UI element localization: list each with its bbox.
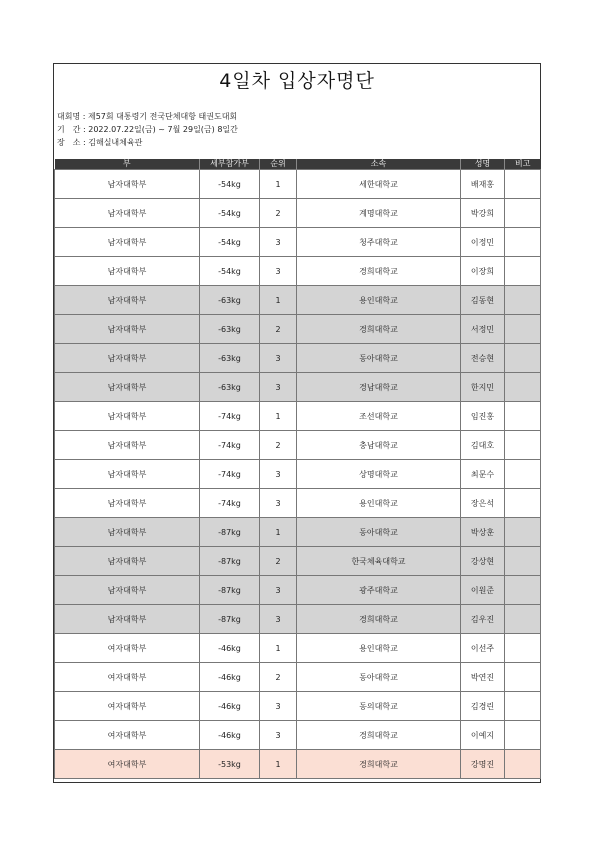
cell-division: 남자대학부 <box>55 518 200 547</box>
cell-name: 전승현 <box>461 344 505 373</box>
winners-table <box>54 159 541 779</box>
table-row <box>55 721 541 750</box>
cell-name: 이장희 <box>461 257 505 286</box>
table-row <box>55 518 541 547</box>
table-row <box>55 315 541 344</box>
page-title: 4일차 입상자명단 <box>219 70 375 92</box>
cell-note <box>505 170 541 199</box>
cell-name: 임진홍 <box>461 402 505 431</box>
cell-weight-class: -53kg <box>200 750 260 779</box>
table-row <box>55 663 541 692</box>
table-row <box>55 257 541 286</box>
cell-school: 동아대학교 <box>297 344 461 373</box>
cell-weight-class: -54kg <box>200 199 260 228</box>
cell-rank: 1 <box>260 518 297 547</box>
info-value: : 김해실내체육관 <box>80 138 143 147</box>
cell-note <box>505 460 541 489</box>
cell-rank: 2 <box>260 315 297 344</box>
cell-division: 남자대학부 <box>55 547 200 576</box>
cell-rank: 3 <box>260 576 297 605</box>
cell-name: 박강희 <box>461 199 505 228</box>
cell-school: 용인대학교 <box>297 489 461 518</box>
info-period <box>57 124 238 135</box>
cell-division: 남자대학부 <box>55 228 200 257</box>
cell-rank: 3 <box>260 228 297 257</box>
cell-rank: 3 <box>260 344 297 373</box>
cell-weight-class: -54kg <box>200 170 260 199</box>
col-header-rank: 순위 <box>260 159 297 170</box>
cell-name: 김동현 <box>461 286 505 315</box>
cell-school: 상명대학교 <box>297 460 461 489</box>
cell-school: 동아대학교 <box>297 663 461 692</box>
cell-rank: 2 <box>260 663 297 692</box>
table-row <box>55 750 541 779</box>
cell-school: 경희대학교 <box>297 721 461 750</box>
cell-division: 남자대학부 <box>55 605 200 634</box>
cell-note <box>505 663 541 692</box>
cell-division: 남자대학부 <box>55 460 200 489</box>
cell-note <box>505 489 541 518</box>
table-row <box>55 373 541 402</box>
cell-school: 계명대학교 <box>297 199 461 228</box>
cell-weight-class: -63kg <box>200 373 260 402</box>
cell-rank: 3 <box>260 605 297 634</box>
cell-name: 강상현 <box>461 547 505 576</box>
cell-school: 용인대학교 <box>297 286 461 315</box>
cell-rank: 3 <box>260 489 297 518</box>
cell-division: 남자대학부 <box>55 576 200 605</box>
cell-name: 이정민 <box>461 228 505 257</box>
cell-name: 이선주 <box>461 634 505 663</box>
table-row <box>55 344 541 373</box>
cell-note <box>505 228 541 257</box>
cell-school: 광주대학교 <box>297 576 461 605</box>
col-header-name: 성명 <box>461 159 505 170</box>
cell-weight-class: -63kg <box>200 344 260 373</box>
cell-division: 여자대학부 <box>55 663 200 692</box>
results-sheet <box>53 63 541 783</box>
cell-weight-class: -87kg <box>200 547 260 576</box>
info-label: 대회명 <box>57 112 81 121</box>
cell-weight-class: -63kg <box>200 286 260 315</box>
cell-rank: 1 <box>260 750 297 779</box>
cell-name: 김경린 <box>461 692 505 721</box>
cell-division: 남자대학부 <box>55 315 200 344</box>
cell-rank: 3 <box>260 257 297 286</box>
cell-division: 남자대학부 <box>55 344 200 373</box>
cell-note <box>505 692 541 721</box>
cell-school: 동아대학교 <box>297 518 461 547</box>
cell-note <box>505 605 541 634</box>
cell-weight-class: -46kg <box>200 634 260 663</box>
table-body <box>55 170 541 779</box>
cell-note <box>505 402 541 431</box>
cell-name: 박상훈 <box>461 518 505 547</box>
cell-division: 남자대학부 <box>55 373 200 402</box>
cell-weight-class: -54kg <box>200 228 260 257</box>
cell-division: 남자대학부 <box>55 286 200 315</box>
table-row <box>55 170 541 199</box>
cell-name: 장은석 <box>461 489 505 518</box>
cell-rank: 2 <box>260 199 297 228</box>
table-row <box>55 228 541 257</box>
cell-weight-class: -74kg <box>200 402 260 431</box>
table-row <box>55 692 541 721</box>
cell-division: 남자대학부 <box>55 257 200 286</box>
cell-division: 여자대학부 <box>55 692 200 721</box>
cell-division: 남자대학부 <box>55 402 200 431</box>
cell-rank: 1 <box>260 286 297 315</box>
cell-rank: 2 <box>260 547 297 576</box>
cell-weight-class: -63kg <box>200 315 260 344</box>
cell-weight-class: -87kg <box>200 518 260 547</box>
cell-note <box>505 286 541 315</box>
cell-weight-class: -87kg <box>200 605 260 634</box>
cell-school: 경희대학교 <box>297 315 461 344</box>
cell-division: 여자대학부 <box>55 634 200 663</box>
cell-school: 경희대학교 <box>297 257 461 286</box>
cell-weight-class: -87kg <box>200 576 260 605</box>
table-row <box>55 431 541 460</box>
cell-name: 서정민 <box>461 315 505 344</box>
cell-school: 경희대학교 <box>297 750 461 779</box>
cell-weight-class: -74kg <box>200 489 260 518</box>
cell-name: 배재홍 <box>461 170 505 199</box>
info-value: : 2022.07.22일(금) ~ 7월 29일(금) 8일간 <box>80 125 238 134</box>
cell-rank: 3 <box>260 460 297 489</box>
cell-division: 여자대학부 <box>55 750 200 779</box>
cell-rank: 3 <box>260 721 297 750</box>
cell-note <box>505 547 541 576</box>
cell-name: 박연진 <box>461 663 505 692</box>
cell-note <box>505 431 541 460</box>
table-row <box>55 576 541 605</box>
col-header-school: 소속 <box>297 159 461 170</box>
cell-school: 세한대학교 <box>297 170 461 199</box>
cell-note <box>505 634 541 663</box>
cell-name: 김대호 <box>461 431 505 460</box>
cell-school: 동의대학교 <box>297 692 461 721</box>
cell-note <box>505 315 541 344</box>
table-row <box>55 634 541 663</box>
col-header-note: 비고 <box>505 159 541 170</box>
cell-note <box>505 373 541 402</box>
cell-rank: 1 <box>260 634 297 663</box>
info-label: 기 간 <box>57 125 81 134</box>
cell-weight-class: -54kg <box>200 257 260 286</box>
cell-division: 남자대학부 <box>55 170 200 199</box>
col-header-division: 부 <box>55 159 200 170</box>
info-competition <box>57 111 237 122</box>
table-row <box>55 489 541 518</box>
cell-school: 청주대학교 <box>297 228 461 257</box>
table-row <box>55 605 541 634</box>
cell-weight-class: -46kg <box>200 663 260 692</box>
cell-school: 충남대학교 <box>297 431 461 460</box>
cell-name: 이원준 <box>461 576 505 605</box>
table-row <box>55 199 541 228</box>
cell-note <box>505 721 541 750</box>
cell-note <box>505 199 541 228</box>
table-row <box>55 547 541 576</box>
cell-division: 남자대학부 <box>55 489 200 518</box>
cell-note <box>505 750 541 779</box>
cell-weight-class: -74kg <box>200 460 260 489</box>
cell-rank: 3 <box>260 373 297 402</box>
cell-note <box>505 576 541 605</box>
cell-division: 남자대학부 <box>55 431 200 460</box>
cell-rank: 1 <box>260 170 297 199</box>
cell-school: 조선대학교 <box>297 402 461 431</box>
cell-rank: 2 <box>260 431 297 460</box>
cell-weight-class: -46kg <box>200 721 260 750</box>
cell-school: 경남대학교 <box>297 373 461 402</box>
cell-school: 경희대학교 <box>297 605 461 634</box>
table-row <box>55 460 541 489</box>
cell-name: 한지민 <box>461 373 505 402</box>
info-label: 장 소 <box>57 138 81 147</box>
info-value: : 제57회 대통령기 전국단체대항 태권도대회 <box>80 112 238 121</box>
cell-school: 한국체육대학교 <box>297 547 461 576</box>
cell-name: 이예지 <box>461 721 505 750</box>
cell-name: 강명진 <box>461 750 505 779</box>
col-header-weight-class: 세부참가부 <box>200 159 260 170</box>
cell-division: 여자대학부 <box>55 721 200 750</box>
table-row <box>55 402 541 431</box>
cell-rank: 1 <box>260 402 297 431</box>
cell-rank: 3 <box>260 692 297 721</box>
cell-note <box>505 257 541 286</box>
cell-weight-class: -46kg <box>200 692 260 721</box>
cell-school: 용인대학교 <box>297 634 461 663</box>
cell-name: 최문수 <box>461 460 505 489</box>
cell-note <box>505 518 541 547</box>
cell-division: 남자대학부 <box>55 199 200 228</box>
cell-note <box>505 344 541 373</box>
cell-name: 김우진 <box>461 605 505 634</box>
cell-weight-class: -74kg <box>200 431 260 460</box>
table-row <box>55 286 541 315</box>
table-header-row <box>55 159 541 170</box>
info-venue <box>57 137 142 148</box>
